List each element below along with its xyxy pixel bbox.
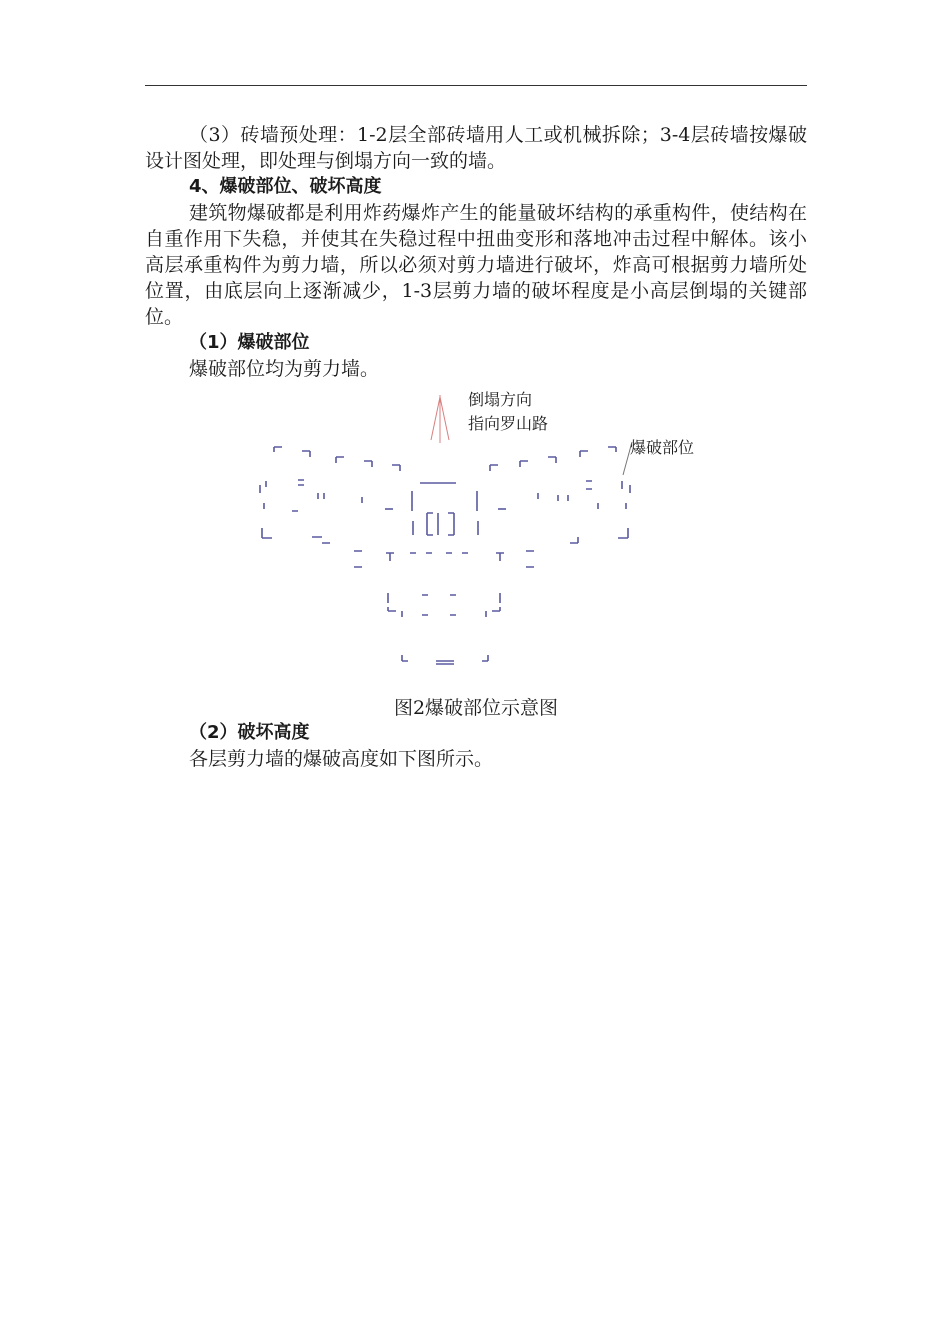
subheading-damage-height: （2）破坏高度: [189, 722, 310, 743]
paragraph-blasting-principle: 建筑物爆破都是利用炸药爆炸产生的能量破坏结构的承重构件，使结构在自重作用下失稳，并使其在失稳过程中扭曲变形和落地冲击过程中解体。该小高层承重构件为剪力墙，所以必须对剪力墙进行破坏，炸高可根据剪力墙所处位置，由底层向上逐渐减少，1-3层剪力墙的破坏程度是小高层倒塌的关键部位。: [145, 202, 807, 328]
floor-plan-figure: [250, 385, 695, 680]
paragraph-damage-height: 各层剪力墙的爆破高度如下图所示。: [189, 748, 494, 770]
callout-label: 爆破部位: [630, 438, 695, 457]
section-heading-4: 4、爆破部位、破坏高度: [189, 176, 382, 197]
paragraph-blast-location: 爆破部位均为剪力墙。: [189, 358, 380, 380]
arrow-label-line2: 指向罗山路: [468, 414, 549, 433]
body-text: [145, 122, 807, 382]
figure-caption: 图2爆破部位示意图: [393, 697, 559, 719]
paragraph-brick-wall: （3）砖墙预处理：1-2层全部砖墙用人工或机械拆除；3-4层砖墙按爆破设计图处理，即处理与倒塌方向一致的墙。: [145, 124, 807, 172]
shear-walls: [260, 447, 630, 664]
subheading-blast-location: （1）爆破部位: [189, 332, 310, 353]
after-figure-text: [145, 720, 807, 772]
arrow-label-line1: 倒塌方向: [468, 390, 533, 409]
collapse-arrow: [431, 395, 449, 443]
header-rule: [145, 85, 807, 86]
floor-plan-diagram: [250, 385, 695, 680]
